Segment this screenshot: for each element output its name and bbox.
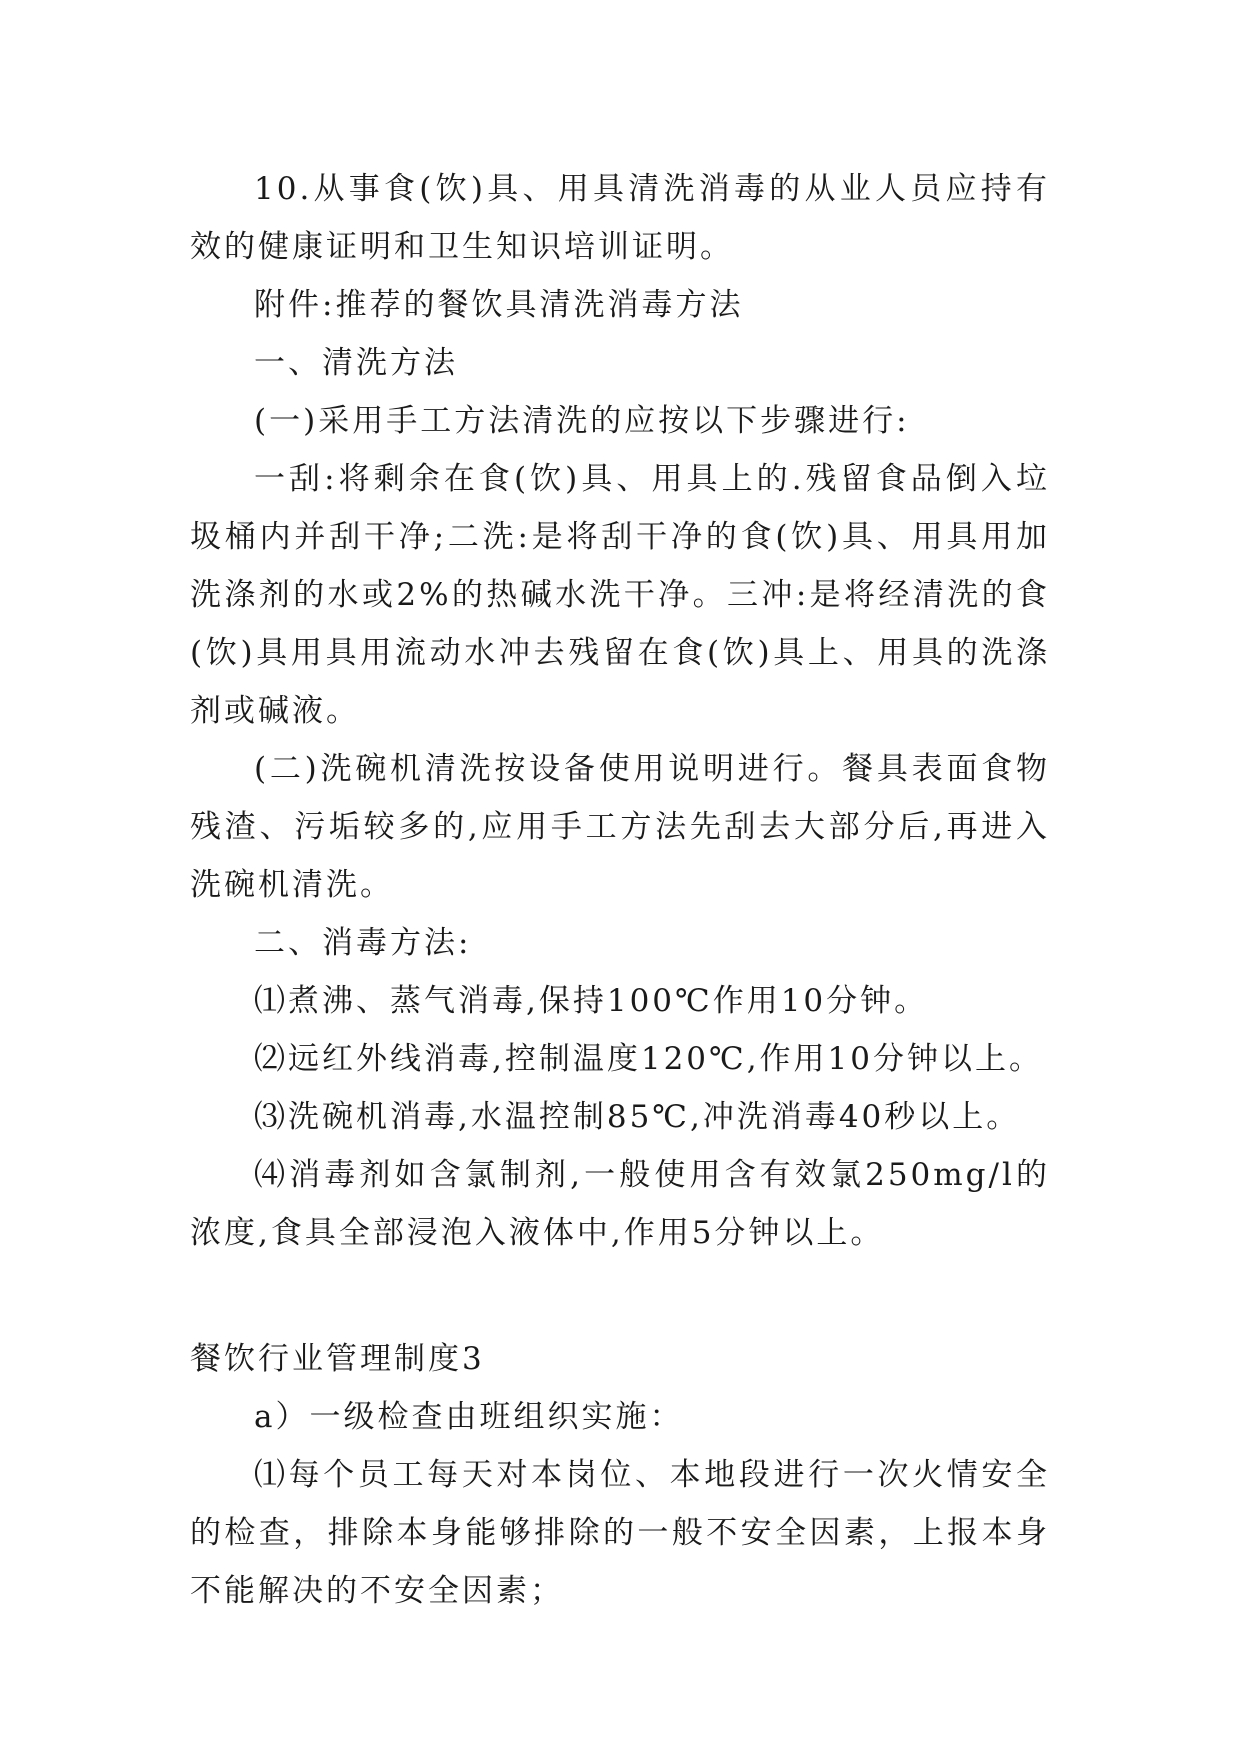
paragraph-first-level-inspection: a）一级检查由班组织实施： bbox=[254, 1399, 684, 1435]
paragraph-disinfection-dishwasher: ⑶洗碗机消毒,水温控制85℃,冲洗消毒40秒以上。 bbox=[254, 1099, 1021, 1135]
paragraph-health-certificate: 10.从事食(饮)具、用具清洗消毒的从业人员应持有效的健康证明和卫生知识培训证明。 bbox=[190, 171, 1050, 265]
paragraph-cleaning-methods-heading: 一、清洗方法 bbox=[254, 345, 458, 381]
paragraph-manual-cleaning-intro: (一)采用手工方法清洗的应按以下步骤进行: bbox=[254, 403, 910, 439]
paragraph-disinfection-infrared: ⑵远红外线消毒,控制温度120℃,作用10分钟以上。 bbox=[254, 1041, 1044, 1077]
paragraph-disinfection-chlorine: ⑷消毒剂如含氯制剂,一般使用含有效氯250mg/l的浓度,食具全部浸泡入液体中,作用5分钟以上。 bbox=[190, 1157, 1050, 1251]
paragraph-daily-safety-check: ⑴每个员工每天对本岗位、本地段进行一次火情安全的检查，排除本身能够排除的一般不安全因素，上报本身不能解决的不安全因素； bbox=[190, 1457, 1050, 1609]
paragraph-attachment-title: 附件:推荐的餐饮具清洗消毒方法 bbox=[254, 287, 744, 323]
section-title: 餐饮行业管理制度3 bbox=[190, 1341, 485, 1377]
paragraph-dishwasher-cleaning: (二)洗碗机清洗按设备使用说明进行。餐具表面食物残渣、污垢较多的,应用手工方法先刮去大部分后,再进入洗碗机清洗。 bbox=[190, 751, 1050, 903]
paragraph-disinfection-boiling: ⑴煮沸、蒸气消毒,保持100℃作用10分钟。 bbox=[254, 983, 929, 1019]
paragraph-manual-cleaning-steps: 一刮:将剩余在食(饮)具、用具上的.残留食品倒入垃圾桶内并刮干净;二洗:是将刮干净的食(饮)具、用具用加洗涤剂的水或2%的热碱水洗干净。三冲:是将经清洗的食(饮)具用具用流动水冲去残留在食(饮)具上、用具的洗涤剂或碱液。 bbox=[190, 461, 1050, 729]
document-page bbox=[190, 160, 1050, 1620]
paragraph-disinfection-heading: 二、消毒方法: bbox=[254, 925, 472, 961]
